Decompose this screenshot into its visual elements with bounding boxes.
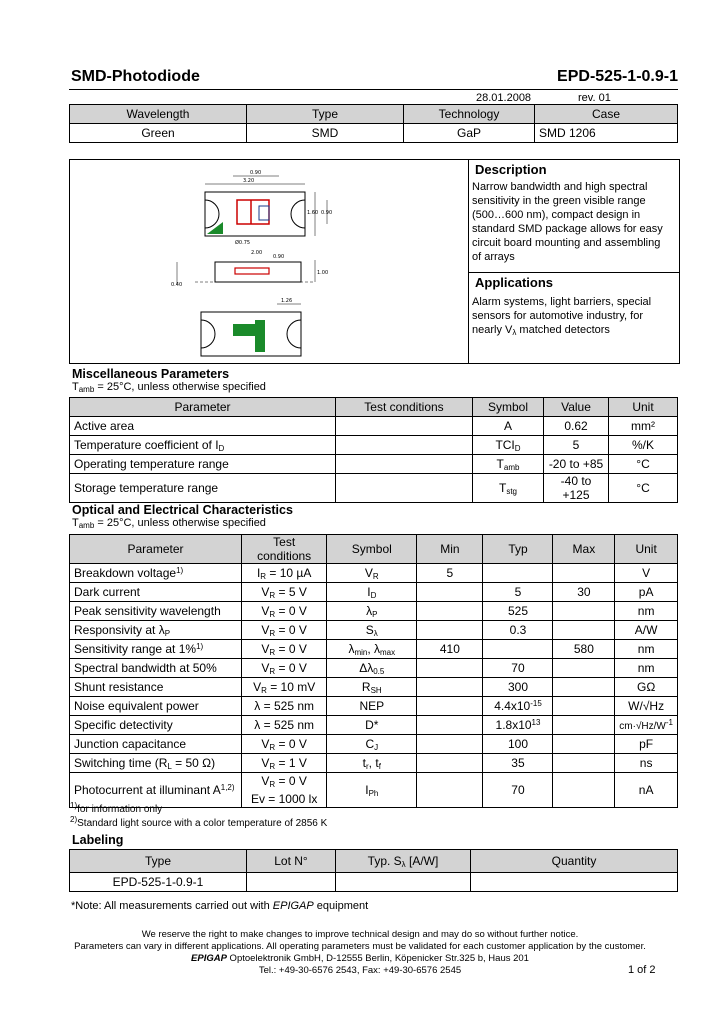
info-box-divider	[468, 160, 469, 363]
optical-table	[69, 534, 678, 808]
table-row: Noise equivalent power λ = 525 nm NEP $4.4x10^{-15}$ W/√Hz	[70, 697, 678, 716]
table-row: Breakdown voltage$^{1)}$ $I_R = 10$ µA $V_R$ 5 V	[70, 564, 678, 583]
col-technology: Technology	[404, 105, 535, 124]
misc-table	[69, 397, 678, 503]
applications-text: Alarm systems, light barriers, special sensors for automotive industry, for nearly $V_\lambda$ matched detectors	[472, 296, 652, 337]
header-rule	[69, 89, 678, 90]
cell-case: SMD 1206	[535, 124, 678, 143]
table-row: Active area A 0.62 mm²	[70, 417, 678, 436]
table-row: EPD-525-1-0.9-1	[70, 873, 678, 892]
part-number: EPD-525-1-0.9-1	[557, 68, 678, 85]
footnote-1: $^{1)}$for information only	[70, 801, 163, 815]
table-row: Operating temperature range $T_{amb}$ -20 to +85 °C	[70, 455, 678, 474]
col-case: Case	[535, 105, 678, 124]
table-row: Junction capacitance $V_R = 0$ V $C_J$ 100 pF	[70, 735, 678, 754]
table-row: Spectral bandwidth at 50% $V_R = 0$ V $\Delta\lambda_{0.5}$ 70 nm	[70, 659, 678, 678]
cell-technology: GaP	[404, 124, 535, 143]
misc-header-row: Parameter Test conditions Symbol Value Unit	[70, 398, 678, 417]
optical-conditions: $T_{amb} = 25^\circ C$, unless otherwise specified	[72, 517, 266, 530]
col-type: Type	[247, 105, 404, 124]
labeling-header-row: Type Lot N° Typ. $S_\lambda$ [A/W] Quantity	[70, 850, 678, 873]
optical-title: Optical and Electrical Characteristics	[72, 503, 293, 517]
overview-row	[70, 124, 678, 143]
dim-label: 0.90	[250, 170, 262, 176]
table-row: Sensitivity range at 1%$^{1)}$ $V_R = 0$ V $\lambda_{min}$, $\lambda_{max}$ 410 580 nm	[70, 640, 678, 659]
optical-header-row: Parameter Test conditions Symbol Min Typ Max Unit	[70, 535, 678, 564]
cell-type: SMD	[247, 124, 404, 143]
table-row: Switching time ($R_L = 50$ Ω) $V_R = 1$ V $t_r$, $t_f$ 35 ns	[70, 754, 678, 773]
table-row: Photocurrent at illuminant A$^{1,2)}$ $V_R = 0$ V Ev = 1000 lx $I_{Ph}$ 70 nA	[70, 773, 678, 808]
doc-title: SMD-Photodiode	[71, 68, 200, 85]
table-row: Temperature coefficient of $I_D$ $TCI_D$ 5 %/K	[70, 436, 678, 455]
labeling-title: Labeling	[72, 833, 124, 847]
page-number: 1 of 2	[628, 964, 656, 976]
footer-line-1: We reserve the right to make changes to improve technical design and may do so without further notice.	[141, 929, 579, 940]
table-row: Responsivity at $\lambda_P$ $V_R = 0$ V $S_\lambda$ 0.3 A/W	[70, 621, 678, 640]
info-box	[69, 159, 680, 364]
dim-label: 2.00	[251, 250, 263, 256]
labeling-table	[69, 849, 678, 892]
applications-title: Applications	[475, 275, 554, 290]
table-row: Peak sensitivity wavelength $V_R = 0$ V $\lambda_P$ 525 nm	[70, 602, 678, 621]
footer-line-3: EPIGAP Optoelektronik GmbH, D-12555 Berlin, Köpenicker Str.325 b, Haus 201	[191, 953, 529, 964]
misc-conditions: $T_{amb} = 25^\circ C$, unless otherwise specified	[72, 381, 266, 394]
table-row: Shunt resistance $V_R = 10$ mV $R_{SH}$ 300 GΩ	[70, 678, 678, 697]
misc-title: Miscellaneous Parameters	[72, 367, 230, 381]
cell-wavelength: Green	[70, 124, 247, 143]
doc-date: 28.01.2008	[476, 92, 532, 104]
table-row: Specific detectivity λ = 525 nm D* $1.8x10^{13}$ $cm\cdot√Hz/W^{-1}$	[70, 716, 678, 735]
dim-label: 0.40	[171, 282, 183, 288]
overview-table	[69, 104, 678, 143]
footer-line-4: Tel.: +49-30-6576 2543, Fax: +49-30-6576 2545	[258, 965, 462, 976]
table-row: Dark current $V_R = 5$ V $I_D$ 5 30 pA	[70, 583, 678, 602]
footnote-2: $^{2)}$Standard light source with a color temperature of 2856 K	[70, 815, 328, 829]
footer-line-2: Parameters can vary in different applications. All operating parameters must be validated for each customer application by the customer.	[74, 941, 646, 952]
dim-label: 0.90	[321, 210, 333, 216]
info-box-hdivider	[468, 272, 679, 273]
col-wavelength: Wavelength	[70, 105, 247, 124]
description-text: Narrow bandwidth and high spectral sensitivity in the green visible range (500…600 nm), compact design in standard SMD package allows for easy circuit board mounting and assembling of arrays	[472, 181, 663, 263]
dim-label: Ø0.75	[235, 240, 251, 246]
dim-label: 1.60	[307, 210, 319, 216]
dim-label: 3.20	[243, 178, 255, 184]
description-title: Description	[475, 162, 547, 177]
overview-header-row	[70, 105, 678, 124]
table-row: Storage temperature range $T_{stg}$ -40 to +125 °C	[70, 474, 678, 503]
doc-revision: rev. 01	[578, 92, 611, 104]
dim-label: 0.90	[273, 254, 285, 260]
measurement-note: *Note: All measurements carried out with EPIGAP equipment	[71, 900, 369, 912]
dim-label: 1.26	[281, 298, 293, 304]
package-drawing	[165, 162, 405, 360]
dim-label: 1.00	[317, 270, 329, 276]
